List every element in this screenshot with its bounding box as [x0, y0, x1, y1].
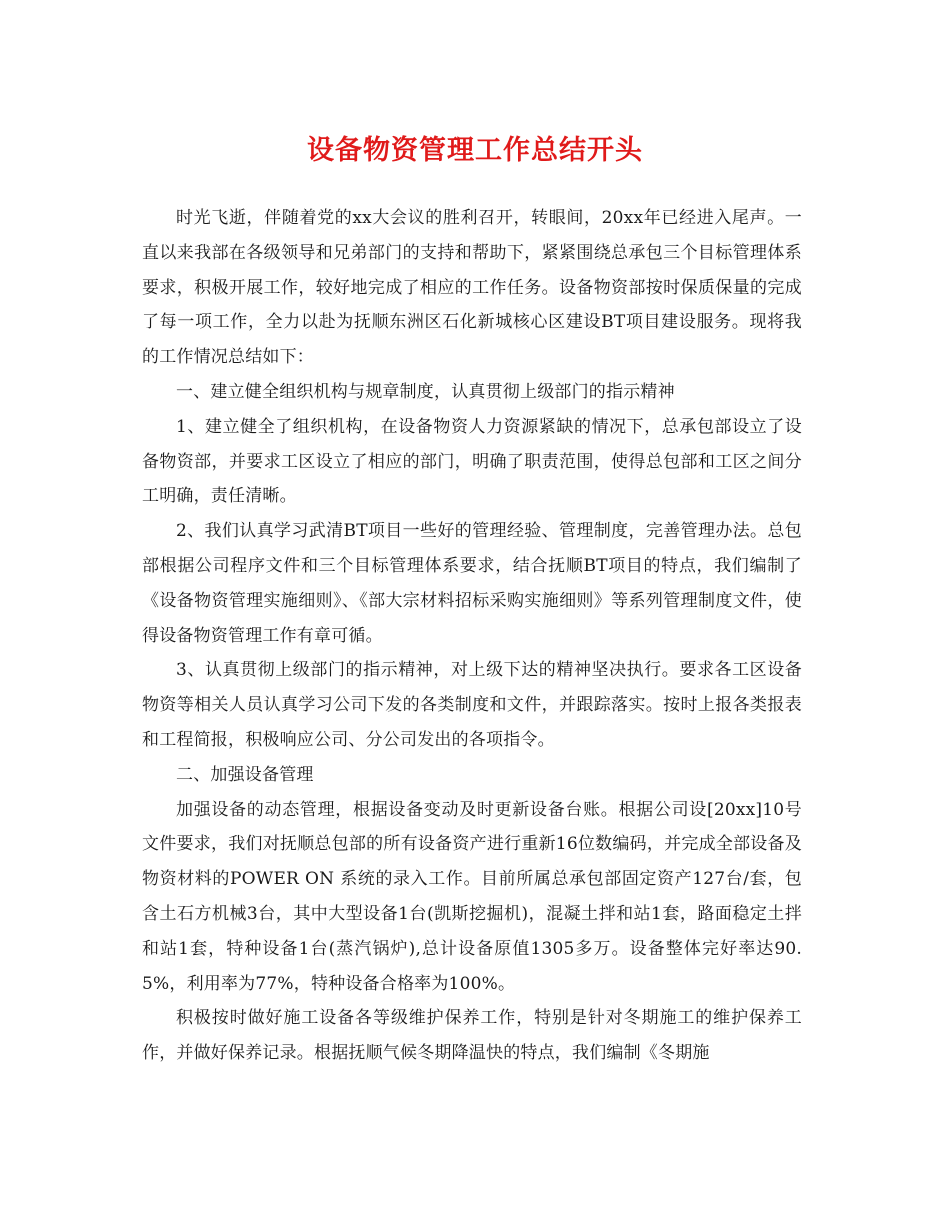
intro-paragraph: 时光飞逝，伴随着党的xx大会议的胜利召开，转眼间，20xx年已经进入尾声。一直以来我部在各级领导和兄弟部门的支持和帮助下，紧紧围绕总承包三个目标管理体系要求，积极开展工作，较好地完成了相应的工作任务。设备物资部按时保质保量的完成了每一项工作，全力以赴为抚顺东洲区石化新城核心区建设BT项目建设服务。现将我的工作情况总结如下：: [142, 208, 802, 368]
section-heading-2: 二、加强设备管理: [176, 764, 314, 785]
document-title: 设备物资管理工作总结开头: [307, 135, 643, 166]
section-heading-1: 一、建立健全组织机构与规章制度，认真贯彻上级部门的指示精神: [176, 381, 675, 402]
equipment-management-paragraph: 加强设备的动态管理，根据设备变动及时更新设备台账。根据公司设[20xx]10号文件要求，我们对抚顺总包部的所有设备资产进行重新16位数编码，并完成全部设备及物资材料的POWER ON 系统的录入工作。目前所属总承包部固定资产127台/套，包含土石方机械3台，其中大型设备1台(凯斯挖掘机)，混凝土拌和站1套，路面稳定土拌和站1套，特种设备1台(蒸汽锅炉),总计设备原值1305多万。设备整体完好率达90.5%，利用率为77%，特种设备合格率为100%。: [142, 799, 802, 994]
paragraph-item-2: 2、我们认真学习武清BT项目一些好的管理经验、管理制度，完善管理办法。总包部根据公司程序文件和三个目标管理体系要求，结合抚顺BT项目的特点，我们编制了《设备物资管理实施细则》、《部大宗材料招标采购实施细则》等系列管理制度文件，使得设备物资管理工作有章可循。: [142, 521, 802, 646]
paragraph-item-3: 3、认真贯彻上级部门的指示精神，对上级下达的精神坚决执行。要求各工区设备物资等相关人员认真学习公司下发的各类制度和文件，并跟踪落实。按时上报各类报表和工程简报，积极响应公司、分公司发出的各项指令。: [142, 660, 802, 750]
document-body: [142, 201, 802, 1071]
paragraph-item-1: 1、建立健全了组织机构，在设备物资人力资源紧缺的情况下，总承包部设立了设备物资部，并要求工区设立了相应的部门，明确了职责范围，使得总包部和工区之间分工明确，责任清晰。: [142, 416, 802, 507]
maintenance-paragraph: 积极按时做好施工设备各等级维护保养工作，特别是针对冬期施工的维护保养工作，并做好保养记录。根据抚顺气候冬期降温快的特点，我们编制《冬期施: [142, 1008, 802, 1064]
